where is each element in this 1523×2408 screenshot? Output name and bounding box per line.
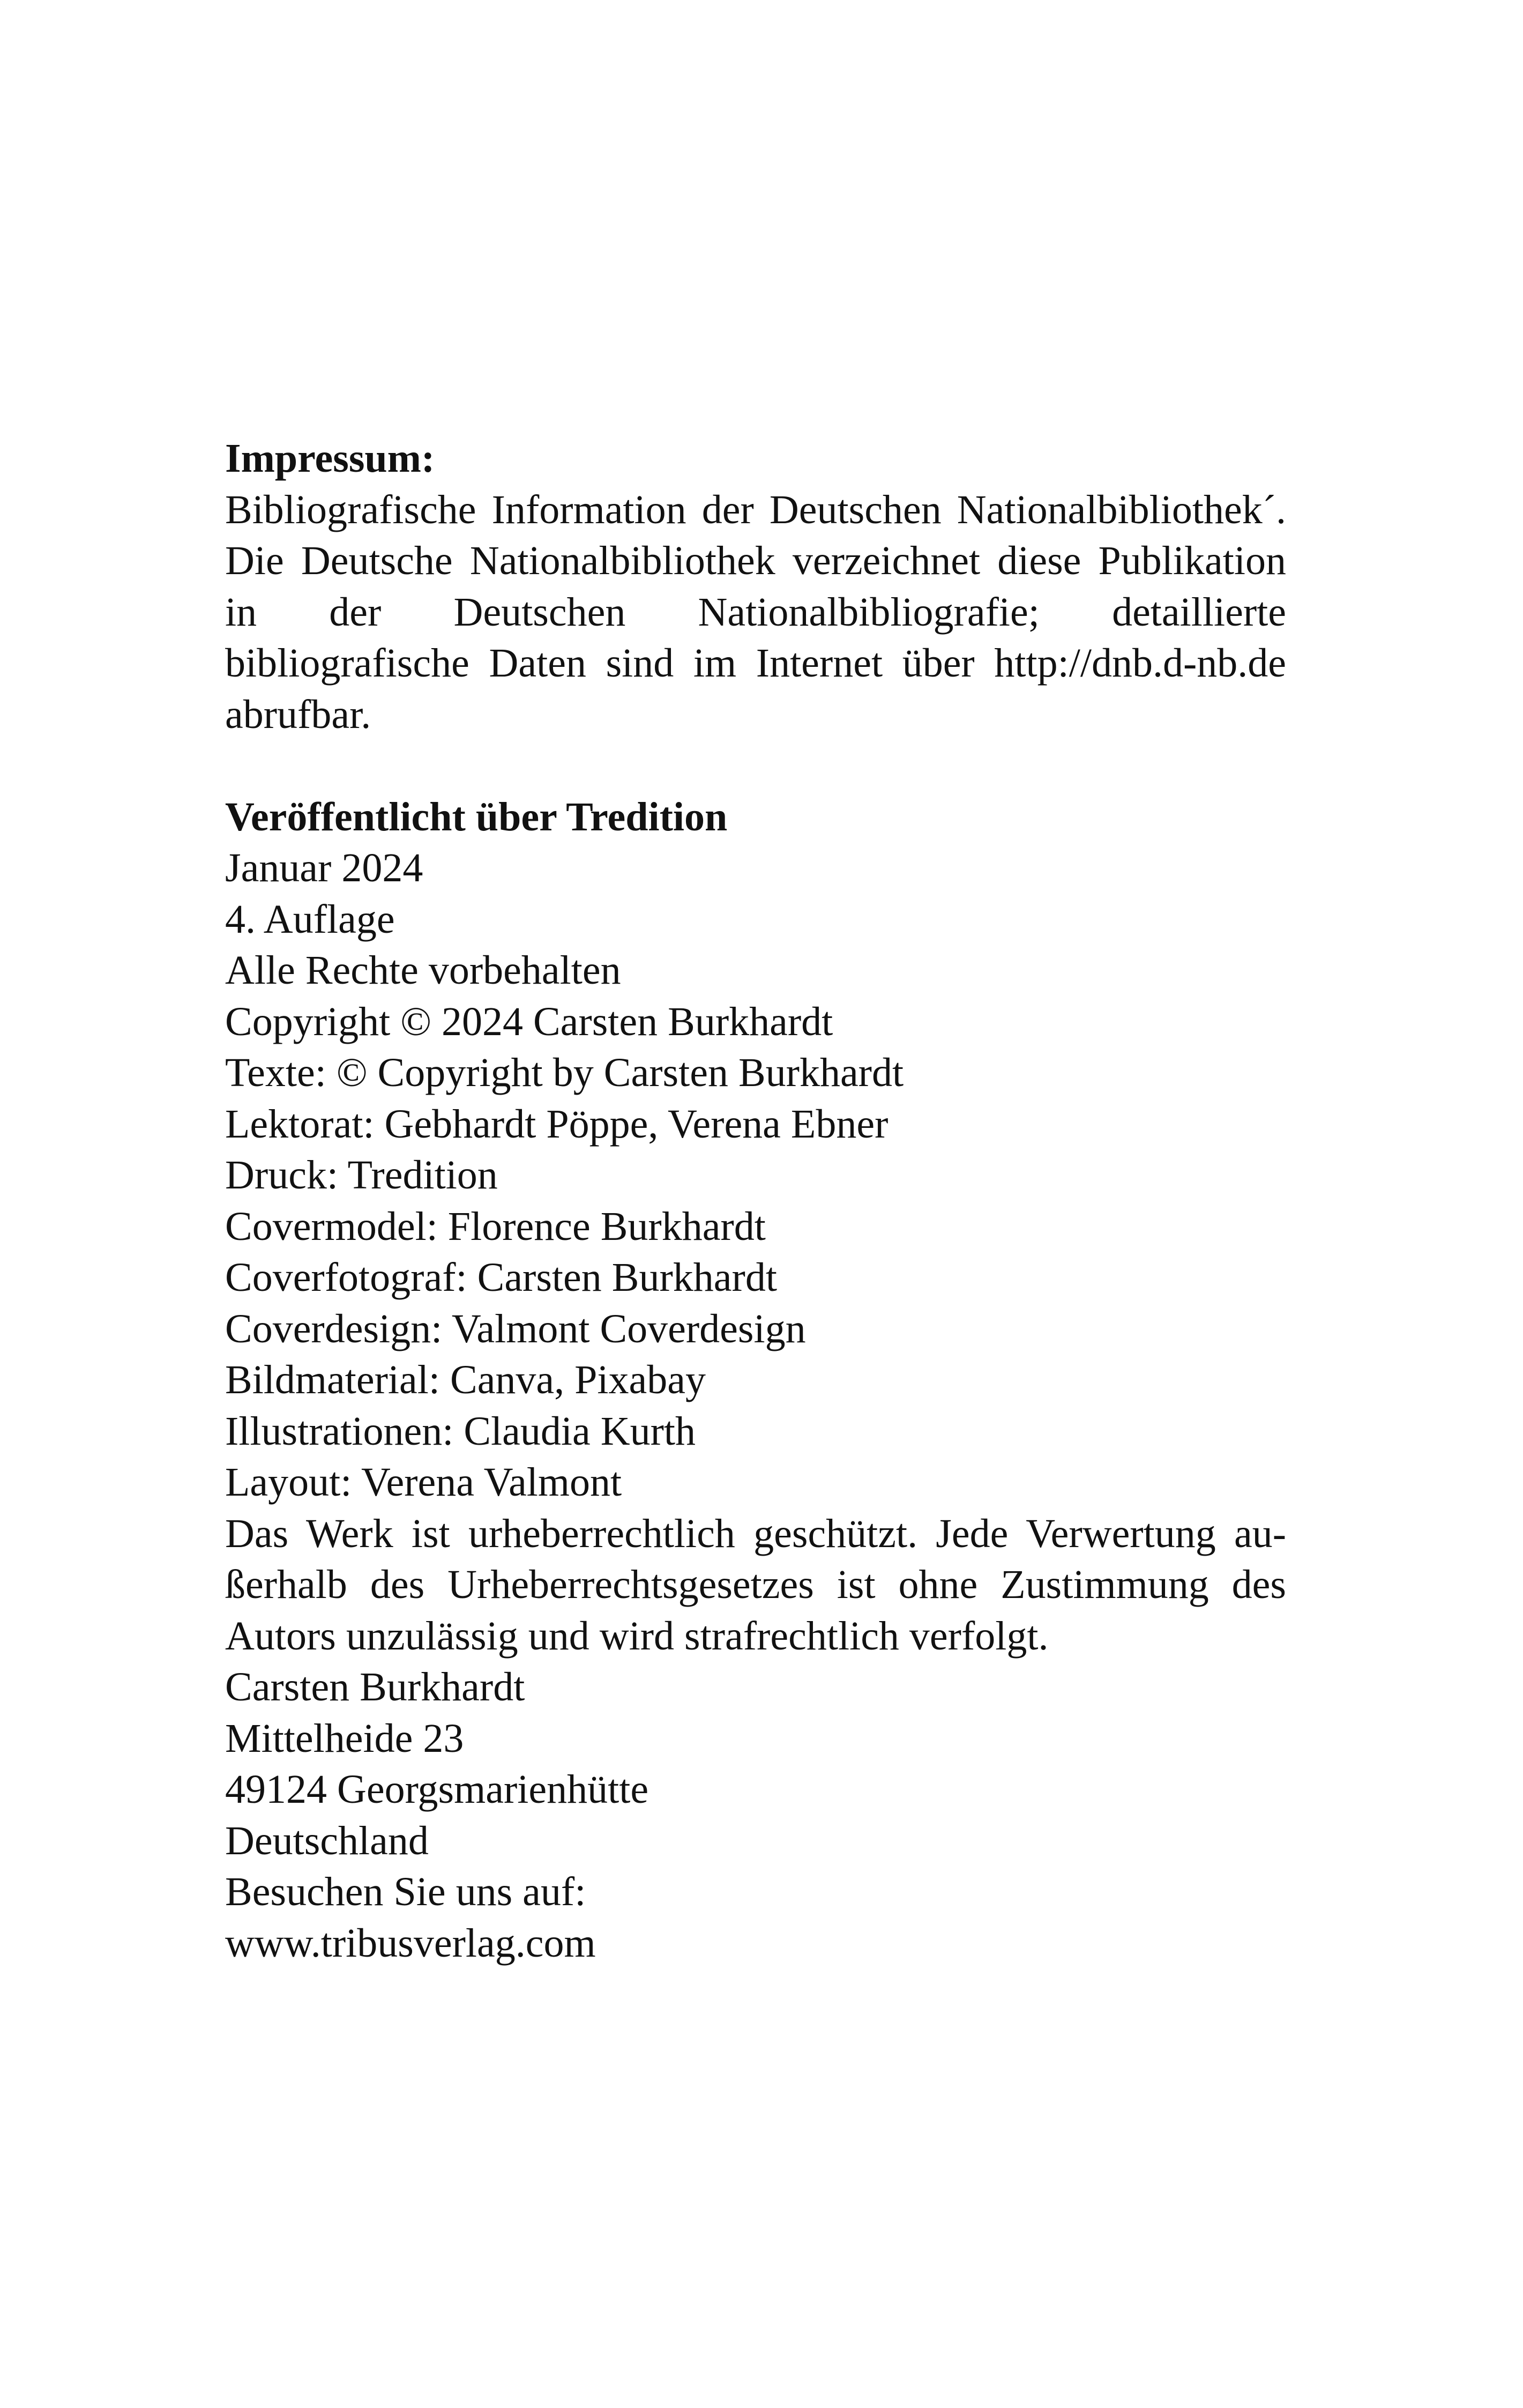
address-country: Deutschland [225,1818,429,1863]
impressum-heading: Impressum: [225,436,435,481]
publication-date: Januar 2024 [225,845,423,890]
texts-copyright: Texte: © Copyright by Carsten Burkhardt [225,1050,904,1095]
address-street: Mittelheide 23 [225,1715,464,1761]
address-city: 49124 Georgsmarienhütte [225,1767,649,1812]
coverphotographer-credit: Coverfotograf: Carsten Burkhardt [225,1255,777,1300]
rights-reserved: Alle Rechte vorbehalten [225,948,621,993]
edition: 4. Auflage [225,896,395,942]
website-url: www.tribusverlag.com [225,1920,596,1966]
copyright-notice-paragraph: Das Werk ist urheberrechtlich geschützt. Jede Verwertung außerhalb des Urheberrechtsgesetzes ist ohne Zustimmung des Autors unzulässig und wird strafrechtlich verfolgt. [225,1511,1286,1659]
illustrations-credit: Illustrationen: Claudia Kurth [225,1408,696,1454]
copyright-line: Copyright © 2024 Carsten Burkhardt [225,999,833,1044]
image-material-credit: Bildmaterial: Canva, Pixabay [225,1357,706,1402]
visit-us-label: Besuchen Sie uns auf: [225,1869,586,1914]
section-spacer [225,740,1286,792]
covermodel-credit: Covermodel: Florence Burkhardt [225,1203,766,1249]
author-name: Carsten Burkhardt [225,1664,525,1710]
editing-credit: Lektorat: Gebhardt Pöppe, Verena Ebner [225,1101,889,1147]
print-credit: Druck: Tredition [225,1153,498,1198]
layout-credit: Layout: Verena Valmont [225,1460,622,1505]
coverdesign-credit: Coverdesign: Valmont Coverdesign [225,1306,806,1351]
imprint-page [225,433,1286,1969]
bibliographic-info-paragraph: Bibliografische Information der Deutschen Nationalbibliothek´. Die Deutsche Nationalbibliothek verzeichnet diese Publikation in der Deutschen Nationalbibliografie; detaillierte bibliografische Daten sind im Internet über http://dnb.d-nb.de abrufbar. [225,487,1286,737]
publication-heading: Veröffentlicht über Tredition [225,794,728,839]
